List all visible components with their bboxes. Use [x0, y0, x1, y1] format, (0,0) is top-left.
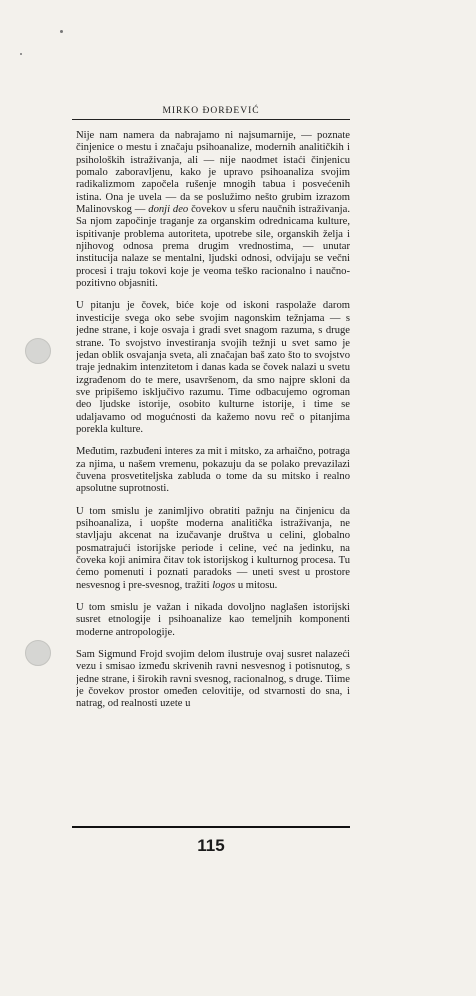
- paragraph-2: U pitanju je čovek, biće koje od iskoni raspolaže darom investicije svega oko sebe svojim nagonskim težnjama — s jedne strane, i koje osvaja i gradi svet snagom razuma, s druge strane. To svojstvo investiranja svojih težnji u svet samo je jedan oblik osvajanja sveta, ali značajan baš zato što to svojstvo traje jednakim intenzitetom i danas kada se čovek nalazi u svetu izgrađenom do te mere, usavršenom, da smo najpre skloni da sve pripišemo isključivo razumu. Time odbacujemo ogroman deo ljudske istorije, osobito kulturne istorije, i time se udaljavamo od mogućnosti da kažemo novu reč o pitanjima porekla kulture.: [76, 300, 350, 435]
- paragraph-3: Međutim, razbuđeni interes za mit i mitsko, za arhaično, potraga za njima, u našem vremenu, pokazuju da se polako prevazilazi čuvena prosvetiteljska zabluda o tome da su mitsko i realno apsolutne suprotnosti.: [76, 446, 350, 495]
- paragraph-5: U tom smislu je važan i nikada dovoljno naglašen istorijski susret etnologije i psihoanalize kao temeljnih komponenti moderne antropologije.: [76, 602, 350, 638]
- ink-speck: [20, 53, 22, 55]
- punch-hole: [25, 640, 51, 666]
- paragraph-6: Sam Sigmund Frojd svojim delom ilustruje ovaj susret nalazeći vezu i smisao između skrivenih ravni nesvesnog i potisnutog, s jedne strane, i širokih ravni svesnog, racionalnog, s druge. Tiime je čovekov prostor omeđen celovitije, od stvarnosti do sna, i natrag, od realnosti uzete u: [76, 649, 350, 710]
- ink-speck: [60, 30, 63, 33]
- paragraph-1: Nije nam namera da nabrajamo ni najsumarnije, — poznate činjenice o mestu i značaju psihoanalize, modernih analitičkih i psiholoških istraživanja, ali — nije naodmet istaći činjenicu pomalo zaboravljenu, kako je upravo psihoanaliza svojim radikalizmom započela rušenje mnogih tabua i posvećenih istina. Ona je uvela — da se poslužimo nešto grubim izrazom Malinovskog — donji deo čovekov u sferu naučnih istraživanja. Sa njom započinje traganje za organskim odrednicama kulture, ispitivanje problema autoriteta, upotrebe sile, organskih želja i njihovog odnosa prema drugim vrednostima, — unutar institucija nalaze se mentalni, ljudski odnosi, odvijaju se večni procesi i traju tokovi koje je veoma teško racionalno i naučno-pozitivno objasniti.: [76, 130, 350, 290]
- running-header: MIRKO ĐORĐEVIĆ: [72, 106, 350, 120]
- emphasis-text: logos: [212, 579, 236, 591]
- bottom-rule: [72, 826, 350, 828]
- punch-hole: [25, 338, 51, 364]
- page-number: 115: [197, 836, 225, 855]
- body-text: [76, 130, 350, 820]
- emphasis-text: donji deo: [148, 204, 189, 216]
- paragraph-4: U tom smislu je zanimljivo obratiti pažnju na činjenicu da psihoanaliza, i uopšte moderna analitička istraživanja, ne stavljaju akcenat na izučavanje društva u celini, globalno posmatrajući istorijske periode i celine, već na jedinku, na čoveka koji animira čitav tok istorijskog i kulturnog procesa. Tu ćemo pomenuti i poznati paradoks — uneti svest u prostore nesvesnog i pre-svesnog, tražiti logos u mitosu.: [76, 505, 350, 591]
